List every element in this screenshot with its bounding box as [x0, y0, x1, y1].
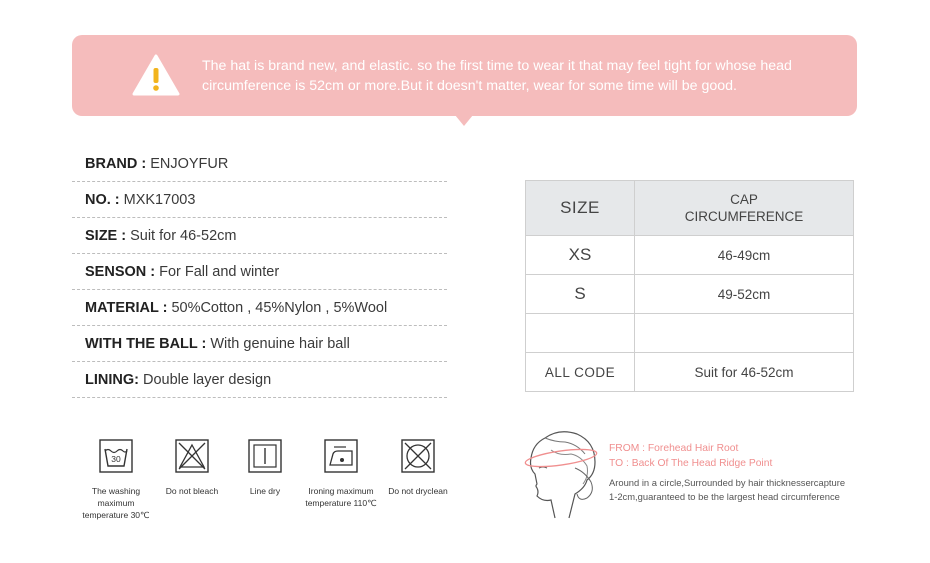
spec-value: For Fall and winter [159, 263, 280, 280]
spec-label: BRAND : [85, 155, 147, 172]
spec-label: SENSON : [85, 263, 156, 280]
size-cell: ALL CODE [526, 353, 635, 392]
size-cell: XS [526, 236, 635, 275]
spec-row-season [72, 254, 447, 290]
no-dryclean-icon [401, 439, 435, 473]
cap-header-line2: CIRCUMFERENCE [684, 209, 804, 224]
wash-temperature-label: 30 [111, 454, 121, 464]
measure-instructions [609, 441, 845, 504]
notice-text: The hat is brand new, and elastic. so the first time to wear it that may feel tight for whose head circumference is 52cm or more.But it doesn't matter, wear for some time will be good. [202, 58, 792, 94]
cap-header [635, 181, 854, 236]
care-caption: The washing [91, 486, 141, 496]
spec-row-brand [72, 146, 447, 182]
spec-label: NO. : [85, 191, 120, 208]
value-cell: 46-49cm [635, 236, 854, 275]
care-caption: temperature 110℃ [305, 498, 377, 508]
table-row [526, 314, 854, 353]
spec-value: Double layer design [142, 371, 272, 388]
line-dry-icon [248, 439, 282, 473]
spec-row-ball [72, 326, 447, 362]
spec-value: ENJOYFUR [150, 155, 229, 172]
warning-triangle-icon [132, 53, 180, 97]
size-cell: S [526, 275, 635, 314]
spec-row-number [72, 182, 447, 218]
spec-row-lining [72, 362, 447, 398]
care-caption: Do not bleach [165, 486, 219, 496]
value-cell: Suit for 46-52cm [635, 353, 854, 392]
spec-row-material [72, 290, 447, 326]
size-table [525, 180, 854, 392]
care-item-dry [234, 439, 296, 497]
spec-value: With genuine hair ball [210, 335, 350, 352]
size-cell [526, 314, 635, 353]
measure-description [609, 476, 845, 504]
measure-desc-line1: Around in a circle,Surrounded by hair thicknessercapture [609, 477, 846, 488]
spec-value: Suit for 46-52cm [130, 227, 237, 244]
spec-label: LINING: [85, 371, 139, 388]
care-caption: Do not dryclean [388, 486, 448, 496]
measure-desc-line2: 1-2cm,guaranteed to be the largest head circumference [609, 491, 840, 502]
table-row [526, 236, 854, 275]
spec-value: 50%Cotton , 45%Nylon , 5%Wool [171, 299, 388, 316]
spec-value: MXK17003 [123, 191, 196, 208]
table-row [526, 275, 854, 314]
care-item-dryclean [380, 439, 456, 497]
cap-header-line1: CAP [730, 192, 758, 207]
care-item-iron [300, 439, 382, 509]
value-cell: 49-52cm [635, 275, 854, 314]
spec-label: WITH THE BALL : [85, 335, 207, 352]
table-row [526, 353, 854, 392]
measure-to: TO : Back Of The Head Ridge Point [609, 458, 773, 469]
spec-label: SIZE : [85, 227, 127, 244]
care-caption: Line dry [249, 486, 281, 496]
no-bleach-icon [175, 439, 209, 473]
notice-banner [72, 35, 857, 116]
spec-label: MATERIAL : [85, 299, 168, 316]
wash-30-icon [99, 439, 133, 473]
care-caption: maximum [97, 498, 135, 508]
care-caption: temperature 30℃ [82, 510, 150, 520]
size-table-header [526, 181, 854, 236]
iron-icon [324, 439, 358, 473]
care-item-bleach [159, 439, 225, 497]
measure-from: FROM : Forehead Hair Root [609, 443, 739, 454]
spec-row-size [72, 218, 447, 254]
head-profile-icon [515, 428, 605, 520]
value-cell [635, 314, 854, 353]
size-header: SIZE [526, 181, 635, 236]
care-caption: Ironing maximum [308, 486, 374, 496]
care-instructions [78, 439, 458, 539]
spec-list [72, 146, 447, 398]
care-item-wash [78, 439, 154, 521]
